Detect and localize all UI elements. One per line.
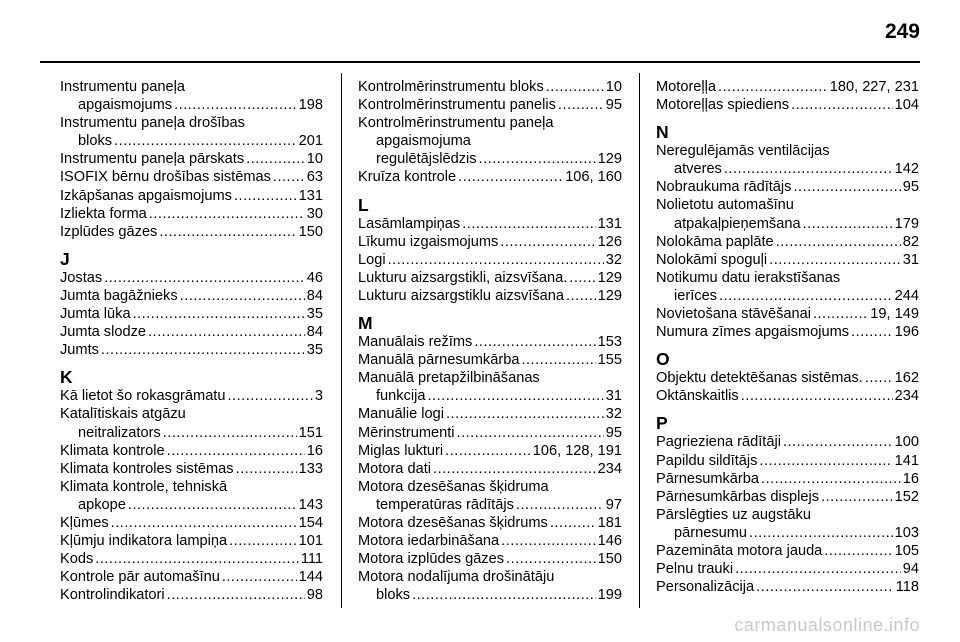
index-entry-term: Izplūdes gāzes: [60, 223, 158, 240]
index-entry: [60, 478, 323, 514]
dot-leader: [433, 460, 596, 478]
index-entry-term: ierīces: [674, 287, 717, 304]
index-entry-term: Kļūmju indikatora lampiņa: [60, 533, 228, 550]
page-reference[interactable]: 95: [605, 97, 622, 114]
page-reference[interactable]: 144: [298, 569, 323, 586]
index-entry-term: Kļūmes: [60, 514, 109, 531]
dot-leader: [724, 160, 893, 178]
page-number: 249: [884, 20, 920, 43]
index-column-1: [60, 78, 323, 604]
page-reference[interactable]: 103: [894, 524, 919, 541]
index-entry-term: Lukturu aizsargstiklu aizsvīšana: [358, 287, 565, 304]
dot-leader: [550, 514, 596, 532]
index-letter-heading: K: [60, 367, 73, 388]
index-entry-term: Katalītiskais atgāzu: [60, 406, 186, 423]
index-entry-term: Klimata kontrole: [60, 442, 165, 459]
index-letter-heading: J: [60, 248, 70, 269]
index-entry-term: Nolokāmi spoguļi: [656, 251, 768, 268]
index-entry-term: Novietošana stāvēšanai: [656, 306, 811, 323]
page-reference[interactable]: 234: [894, 388, 919, 405]
index-entry: [60, 405, 323, 441]
dot-leader: [412, 586, 596, 604]
page-reference[interactable]: 198: [298, 97, 323, 114]
index-entry: [656, 506, 919, 542]
index-entry-term: Objektu detektēšanas sistēmas.: [656, 370, 863, 387]
index-entry-term: apgaismojuma: [376, 133, 471, 150]
page-reference[interactable]: 129: [597, 287, 622, 304]
index-entry: [656, 178, 919, 196]
index-entry: [656, 369, 919, 387]
page-reference[interactable]: 32: [605, 251, 622, 268]
dot-leader: [111, 514, 297, 532]
index-entry-term: Pagrieziena rādītāji: [656, 434, 781, 451]
dot-leader: [236, 460, 297, 478]
index-entry-term: atpakaļpieņemšana: [674, 215, 801, 232]
page-reference[interactable]: 95: [902, 179, 919, 196]
page-reference[interactable]: 129: [597, 151, 622, 168]
dot-leader: [273, 168, 305, 186]
dot-leader: [388, 251, 604, 269]
dot-leader: [566, 287, 596, 305]
index-entry-term: Nolietotu automašīnu: [656, 197, 794, 214]
dot-leader: [133, 305, 305, 323]
column-divider-1: [341, 73, 342, 608]
page-reference[interactable]: 150: [298, 223, 323, 240]
index-entry: [656, 142, 919, 178]
index-entry: [656, 542, 919, 560]
dot-leader: [500, 233, 595, 251]
index-column-2: [358, 78, 622, 604]
index-entry: [656, 323, 919, 341]
page-reference[interactable]: 46: [306, 269, 323, 286]
index-entry-term: Nolokāma paplāte: [656, 233, 774, 250]
page-reference[interactable]: 179: [894, 215, 919, 232]
page-reference[interactable]: 16: [306, 442, 323, 459]
index-entry-term: Papildu sildītājs: [656, 452, 758, 469]
page-reference[interactable]: 153: [597, 334, 622, 351]
dot-leader: [445, 442, 531, 460]
index-entry-term: Jumta lūka: [60, 306, 131, 323]
index-entry-term: Neregulējamās ventilācijas: [656, 143, 830, 160]
index-entry-term: Instrumentu paneļa: [60, 79, 185, 95]
page-reference[interactable]: 31: [902, 251, 919, 268]
index-entry-term: Kontrole pār automašīnu: [60, 569, 220, 586]
index-entry-term: ISOFIX bērnu drošības sistēmas: [60, 169, 271, 186]
page-reference[interactable]: 180, 227, 231: [829, 79, 919, 95]
dot-leader: [234, 187, 297, 205]
page-reference[interactable]: 63: [306, 169, 323, 186]
index-entry: [358, 442, 622, 460]
index-entry: [358, 96, 622, 114]
dot-leader: [569, 269, 595, 287]
page-reference[interactable]: 32: [605, 406, 622, 423]
index-entry-term: funkcija: [376, 388, 426, 405]
index-letter-heading: N: [656, 122, 669, 143]
page-reference[interactable]: 106, 128, 191: [532, 442, 622, 459]
index-entry: [656, 488, 919, 506]
page-reference[interactable]: 151: [298, 424, 323, 441]
page-reference[interactable]: 19, 149: [870, 306, 919, 323]
index-entry: [656, 470, 919, 488]
index-entry: [358, 514, 622, 532]
index-entry-term: Klimata kontrole, tehniskā: [60, 478, 228, 495]
index-entry: [358, 287, 622, 305]
dot-leader: [749, 524, 893, 542]
index-entry: [60, 532, 323, 550]
index-entry-term: Kontrolmērinstrumentu panelis: [358, 97, 556, 114]
dot-leader: [735, 560, 901, 578]
index-entry-term: Instrumentu paneļa drošības: [60, 115, 245, 132]
index-entry-term: Manuālie logi: [358, 406, 444, 423]
index-entry: [60, 442, 323, 460]
dot-leader: [821, 488, 893, 506]
index-entry-term: Kontrolmērinstrumentu bloks: [358, 79, 544, 95]
dot-leader: [174, 96, 297, 114]
index-entry-term: Pārnesumkārba: [656, 470, 760, 487]
index-entry-term: Manuālais režīms: [358, 334, 473, 351]
index-entry-term: temperatūras rādītājs: [376, 496, 514, 513]
index-entry: [358, 478, 622, 514]
page-reference[interactable]: 146: [597, 533, 622, 550]
dot-leader: [148, 323, 305, 341]
index-entry: [358, 550, 622, 568]
index-entry-term: Motora dzesēšanas šķidruma: [358, 478, 549, 495]
dot-leader: [479, 150, 596, 168]
page-reference[interactable]: 150: [597, 551, 622, 568]
index-entry-term: Manuālā pārnesumkārba: [358, 352, 520, 369]
page-reference[interactable]: 152: [894, 488, 919, 505]
index-letter-heading: O: [656, 349, 670, 370]
index-entry: [60, 514, 323, 532]
index-entry-term: Personalizācija: [656, 579, 755, 596]
index-entry: [358, 333, 622, 351]
page-reference[interactable]: 31: [605, 388, 622, 405]
page-reference[interactable]: 196: [894, 324, 919, 341]
index-letter-heading: M: [358, 313, 373, 334]
dot-leader: [769, 251, 901, 269]
watermark: carmanualsonline.info: [734, 615, 920, 635]
index-entry: [358, 233, 622, 251]
page-reference[interactable]: 131: [298, 187, 323, 204]
dot-leader: [128, 496, 297, 514]
index-entry: [60, 205, 323, 223]
dot-leader: [159, 223, 296, 241]
page-reference[interactable]: 84: [306, 324, 323, 341]
page-reference[interactable]: 10: [605, 79, 622, 95]
index-entry-term: Pazemināta motora jauda: [656, 542, 823, 559]
index-entry: [60, 387, 323, 405]
index-entry-term: atveres: [674, 161, 722, 178]
index-entry-term: bloks: [78, 133, 113, 150]
index-entry: [656, 387, 919, 405]
index-entry: [358, 405, 622, 423]
dot-leader: [813, 305, 868, 323]
page-reference[interactable]: 111: [300, 551, 323, 568]
dot-leader: [114, 132, 297, 150]
index-entry: [358, 532, 622, 550]
dot-leader: [501, 532, 595, 550]
page-reference[interactable]: 30: [306, 205, 323, 222]
index-entry-term: Kā lietot šo rokasgrāmatu: [60, 388, 226, 405]
page-reference[interactable]: 155: [597, 352, 622, 369]
index-entry-term: Līkumu izgaismojums: [358, 233, 499, 250]
header-rule: [40, 61, 920, 63]
page-reference[interactable]: 105: [894, 542, 919, 559]
dot-leader: [793, 178, 900, 196]
index-entry: [358, 269, 622, 287]
page-reference[interactable]: 94: [902, 561, 919, 578]
index-entry: [60, 460, 323, 478]
index-entry: [60, 341, 323, 359]
index-entry: [60, 78, 323, 114]
index-entry: [358, 251, 622, 269]
page-reference[interactable]: 82: [902, 233, 919, 250]
index-entry-term: Pārnesumkārbas displejs: [656, 488, 820, 505]
dot-leader: [95, 550, 299, 568]
index-entry: [60, 568, 323, 586]
dot-leader: [229, 532, 297, 550]
index-entry: [358, 215, 622, 233]
index-entry: [358, 168, 622, 186]
index-entry-term: Lasāmlampiņas: [358, 215, 461, 232]
dot-leader: [719, 287, 893, 305]
index-entry-term: Kontrolmērinstrumentu paneļa: [358, 115, 554, 132]
page-reference[interactable]: 143: [298, 496, 323, 513]
dot-leader: [761, 470, 901, 488]
page-reference[interactable]: 104: [894, 97, 919, 114]
index-entry: [656, 269, 919, 305]
dot-leader: [865, 369, 893, 387]
index-entry-term: regulētājslēdzis: [376, 151, 477, 168]
index-entry-term: Kods: [60, 551, 94, 568]
index-entry: [656, 305, 919, 323]
dot-leader: [446, 405, 604, 423]
index-entry: [656, 560, 919, 578]
index-entry-term: Manuālā pretapžilbināšanas: [358, 370, 540, 387]
page-reference[interactable]: 101: [298, 533, 323, 550]
index-entry-term: Jumta bagāžnieks: [60, 287, 178, 304]
dot-leader: [227, 387, 312, 405]
index-entry: [358, 460, 622, 478]
page-reference[interactable]: 10: [306, 151, 323, 168]
dot-leader: [149, 205, 305, 223]
dot-leader: [163, 424, 297, 442]
index-entry: [656, 578, 919, 596]
dot-leader: [741, 387, 893, 405]
dot-leader: [462, 215, 595, 233]
page-reference[interactable]: 106, 160: [565, 169, 622, 186]
column-divider-2: [639, 73, 640, 608]
page-reference[interactable]: 97: [605, 496, 622, 513]
page-reference[interactable]: 98: [306, 587, 323, 604]
index-entry-term: bloks: [376, 587, 411, 604]
dot-leader: [756, 578, 894, 596]
dot-leader: [803, 215, 893, 233]
index-entry: [60, 269, 323, 287]
dot-leader: [776, 233, 901, 251]
index-entry: [656, 196, 919, 232]
dot-leader: [759, 452, 892, 470]
page-reference[interactable]: 126: [597, 233, 622, 250]
index-entry-term: Instrumentu paneļa pārskats: [60, 151, 245, 168]
index-entry: [60, 114, 323, 150]
dot-leader: [167, 586, 305, 604]
index-entry-term: Kruīza kontrole: [358, 169, 457, 186]
page-reference[interactable]: 201: [298, 133, 323, 150]
page-reference[interactable]: 16: [902, 470, 919, 487]
index-entry-term: neitralizators: [78, 424, 161, 441]
dot-leader: [783, 433, 893, 451]
index-entry-term: Numura zīmes apgaismojums: [656, 324, 850, 341]
index-entry-term: Motora nodalījuma drošinātāju: [358, 569, 555, 586]
index-entry-term: Lukturu aizsargstikli, aizsvīšana.: [358, 269, 568, 286]
page-reference[interactable]: 131: [597, 215, 622, 232]
page-reference[interactable]: 129: [597, 269, 622, 286]
index-entry-term: Motoreļļas spiediens: [656, 97, 790, 114]
page-reference[interactable]: 35: [306, 342, 323, 359]
index-entry: [656, 233, 919, 251]
index-entry: [358, 78, 622, 96]
index-entry-term: Pelnu trauki: [656, 561, 734, 578]
dot-leader: [718, 78, 828, 96]
page-reference[interactable]: 199: [597, 587, 622, 604]
index-entry-term: Jumta slodze: [60, 324, 146, 341]
dot-leader: [474, 333, 595, 351]
page-reference[interactable]: 133: [298, 460, 323, 477]
page-reference[interactable]: 100: [894, 434, 919, 451]
index-entry-term: Mērinstrumenti: [358, 424, 455, 441]
index-entry: [60, 187, 323, 205]
index-entry-term: Jostas: [60, 269, 103, 286]
index-entry-term: Notikumu datu ierakstīšanas: [656, 269, 841, 286]
index-entry-term: Motoreļļa: [656, 79, 717, 95]
index-entry-term: Klimata kontroles sistēmas: [60, 460, 234, 477]
dot-leader: [458, 168, 563, 186]
dot-leader: [101, 341, 305, 359]
page-reference[interactable]: 154: [298, 514, 323, 531]
index-entry-term: Miglas lukturi: [358, 442, 444, 459]
index-entry-term: apgaismojums: [78, 97, 173, 114]
index-entry-term: Izliekta forma: [60, 205, 147, 222]
index-entry: [60, 586, 323, 604]
page-reference[interactable]: 142: [894, 161, 919, 178]
page-reference[interactable]: 84: [306, 287, 323, 304]
index-entry-term: Pārslēgties uz augstāku: [656, 506, 811, 523]
index-entry: [656, 433, 919, 451]
dot-leader: [104, 269, 305, 287]
index-entry-term: Nobraukuma rādītājs: [656, 179, 792, 196]
index-entry-term: Motora iedarbināšana: [358, 533, 500, 550]
index-entry: [60, 305, 323, 323]
index-entry: [656, 96, 919, 114]
index-letter-heading: P: [656, 413, 668, 434]
index-entry-term: Oktānskaitlis: [656, 388, 739, 405]
index-entry: [358, 424, 622, 442]
page-reference[interactable]: 234: [597, 460, 622, 477]
dot-leader: [167, 442, 305, 460]
dot-leader: [222, 568, 297, 586]
dot-leader: [851, 323, 893, 341]
page-reference[interactable]: 118: [895, 579, 919, 596]
index-entry: [358, 351, 622, 369]
index-entry: [358, 114, 622, 168]
page-reference[interactable]: 35: [306, 306, 323, 323]
dot-leader: [427, 387, 603, 405]
index-entry-term: Motora izplūdes gāzes: [358, 551, 505, 568]
page-reference[interactable]: 181: [597, 514, 622, 531]
index-entry: [60, 323, 323, 341]
index-entry-term: Izkāpšanas apgaismojums: [60, 187, 232, 204]
page-reference[interactable]: 162: [894, 370, 919, 387]
index-entry-term: Jumts: [60, 342, 99, 359]
index-letter-heading: L: [358, 194, 369, 215]
index-entry-term: pārnesumu: [674, 524, 748, 541]
index-entry: [656, 251, 919, 269]
index-entry: [60, 550, 323, 568]
dot-leader: [791, 96, 893, 114]
page-reference[interactable]: 244: [894, 287, 919, 304]
index-entry: [656, 78, 919, 96]
index-entry: [60, 150, 323, 168]
dot-leader: [516, 496, 604, 514]
index-entry: [656, 452, 919, 470]
index-entry: [60, 223, 323, 241]
index-entry-term: Motora dati: [358, 460, 432, 477]
dot-leader: [558, 96, 604, 114]
dot-leader: [180, 287, 305, 305]
dot-leader: [246, 150, 305, 168]
index-entry: [60, 168, 323, 186]
index-entry-term: Kontrolindikatori: [60, 587, 165, 604]
index-entry-term: Logi: [358, 251, 386, 268]
index-column-3: [656, 78, 919, 596]
page-reference[interactable]: 141: [894, 452, 919, 469]
dot-leader: [546, 78, 604, 96]
index-entry: [358, 568, 622, 604]
page-reference[interactable]: 3: [314, 388, 323, 405]
page-reference[interactable]: 95: [605, 424, 622, 441]
dot-leader: [457, 424, 604, 442]
index-entry: [358, 369, 622, 405]
dot-leader: [521, 351, 595, 369]
dot-leader: [506, 550, 596, 568]
index-entry-term: apkope: [78, 496, 126, 513]
index-entry: [60, 287, 323, 305]
index-entry-term: Motora dzesēšanas šķidrums: [358, 514, 548, 531]
dot-leader: [824, 542, 892, 560]
